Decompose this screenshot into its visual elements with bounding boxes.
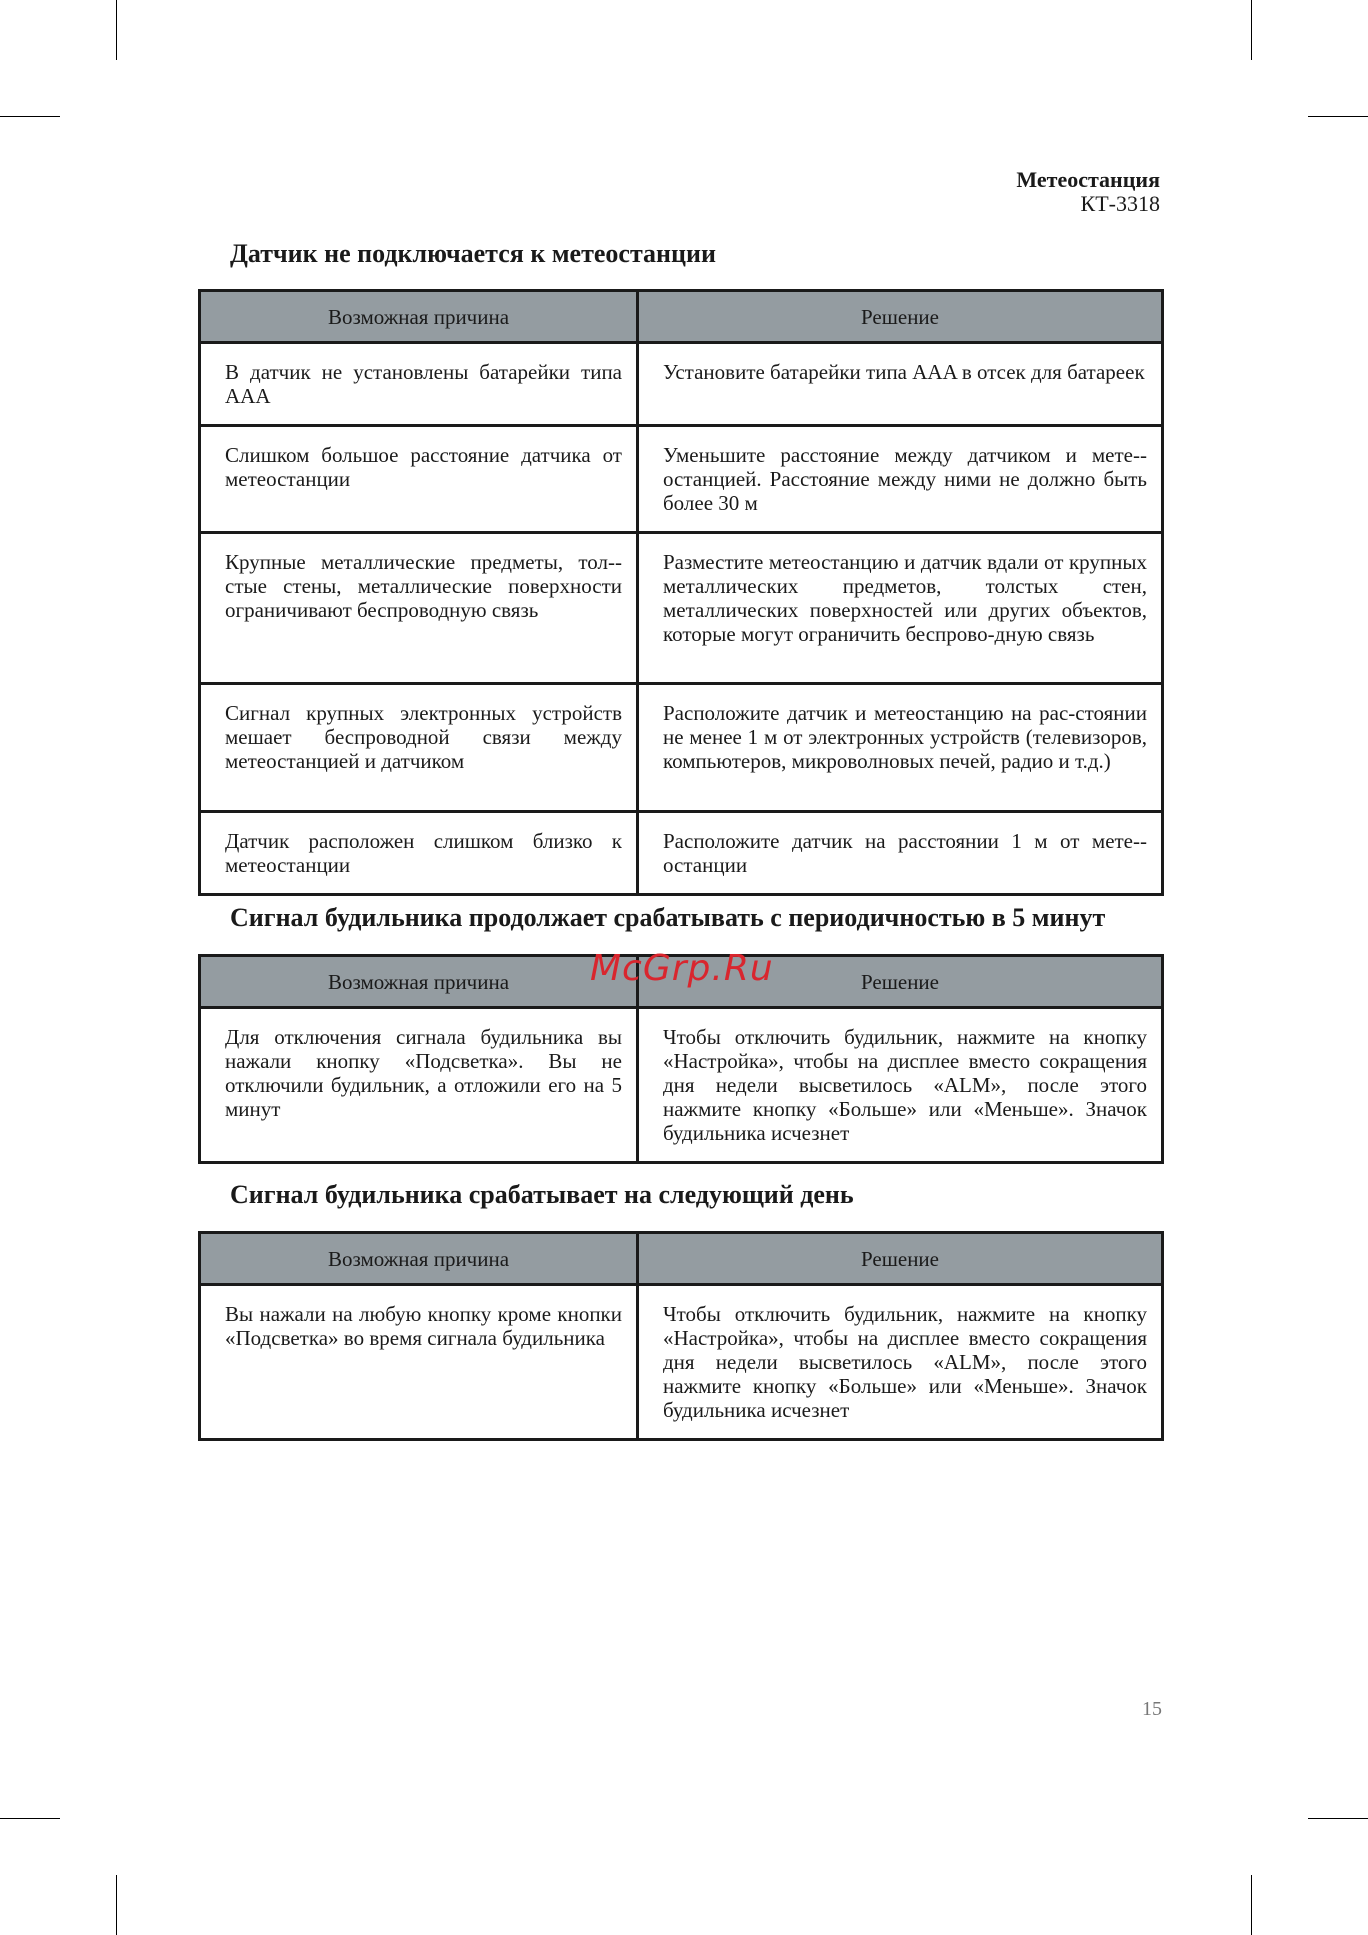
table-header-row — [200, 1233, 1163, 1285]
solution-cell: Уменьшите расстояние между датчиком и мете-останцией. Расстояние между ними не должно быть более 30 м — [638, 426, 1163, 533]
page-number: 15 — [1142, 1698, 1162, 1720]
crop-mark — [1308, 1818, 1368, 1819]
cause-cell: В датчик не установлены батарейки типа AAA — [200, 343, 638, 426]
column-header-cause: Возможная причина — [200, 291, 638, 343]
cause-cell: Датчик расположен слишком близко к метеостанции — [200, 812, 638, 895]
column-header-solution: Решение — [638, 1233, 1163, 1285]
crop-mark — [1251, 1875, 1252, 1935]
section-title: Сигнал будильника продолжает срабатывать с периодичностью в 5 минут — [230, 903, 1106, 932]
header-brand: Метеостанция — [1016, 167, 1160, 192]
document-header — [1016, 168, 1160, 216]
column-header-solution: Решение — [638, 291, 1163, 343]
solution-cell: Чтобы отключить будильник, нажмите на кнопку «Настройка», чтобы на дисплее вместо сокращения дня недели высветилось «ALM», после этого нажмите кнопку «Больше» или «Меньше». Значок будильника исчезнет — [638, 1008, 1163, 1163]
troubleshooting-table — [198, 1231, 1164, 1441]
table-header-row — [200, 291, 1163, 343]
crop-mark — [116, 1875, 117, 1935]
table-row — [200, 1008, 1163, 1163]
crop-mark — [116, 0, 117, 60]
cause-cell: Вы нажали на любую кнопку кроме кнопки «Подсветка» во время сигнала будильника — [200, 1285, 638, 1440]
section-title: Датчик не подключается к метеостанции — [230, 239, 716, 268]
solution-cell: Расположите датчик и метеостанцию на рас-стоянии не менее 1 м от электронных устройств (телевизоров, компьютеров, микроволновых печей, радио и т.д.) — [638, 684, 1163, 812]
column-header-cause: Возможная причина — [200, 1233, 638, 1285]
table-row — [200, 1285, 1163, 1440]
header-model: КТ-3318 — [1080, 191, 1160, 216]
table-row — [200, 812, 1163, 895]
table-row — [200, 343, 1163, 426]
table-row — [200, 533, 1163, 684]
watermark: McGrp.Ru — [590, 948, 774, 989]
solution-cell: Установите батарейки типа AAA в отсек для батареек — [638, 343, 1163, 426]
column-header-cause: Возможная причина — [200, 956, 638, 1008]
crop-mark — [0, 1818, 60, 1819]
section-title: Сигнал будильника срабатывает на следующий день — [230, 1180, 854, 1209]
solution-cell: Чтобы отключить будильник, нажмите на кнопку «Настройка», чтобы на дисплее вместо сокращения дня недели высветилось «ALM», после этого нажмите кнопку «Больше» или «Меньше». Значок будильника исчезнет — [638, 1285, 1163, 1440]
solution-cell: Расположите датчик на расстоянии 1 м от мете-останции — [638, 812, 1163, 895]
cause-cell: Слишком большое расстояние датчика от метеостанции — [200, 426, 638, 533]
troubleshooting-table — [198, 289, 1164, 896]
column-header-solution: Решение — [638, 956, 1163, 1008]
solution-cell: Разместите метеостанцию и датчик вдали от крупных металлических предметов, толстых стен, металлических поверхностей или других объектов, которые могут ограничить беспрово-дную связь — [638, 533, 1163, 684]
table-row — [200, 684, 1163, 812]
cause-cell: Крупные металлические предметы, тол-стые стены, металлические поверхности ограничивают беспроводную связь — [200, 533, 638, 684]
crop-mark — [1251, 0, 1252, 60]
cause-cell: Сигнал крупных электронных устройств мешает беспроводной связи между метеостанцией и датчиком — [200, 684, 638, 812]
crop-mark — [1308, 116, 1368, 117]
cause-cell: Для отключения сигнала будильника вы нажали кнопку «Подсветка». Вы не отключили будильник, а отложили его на 5 минут — [200, 1008, 638, 1163]
table-row — [200, 426, 1163, 533]
crop-mark — [0, 116, 60, 117]
